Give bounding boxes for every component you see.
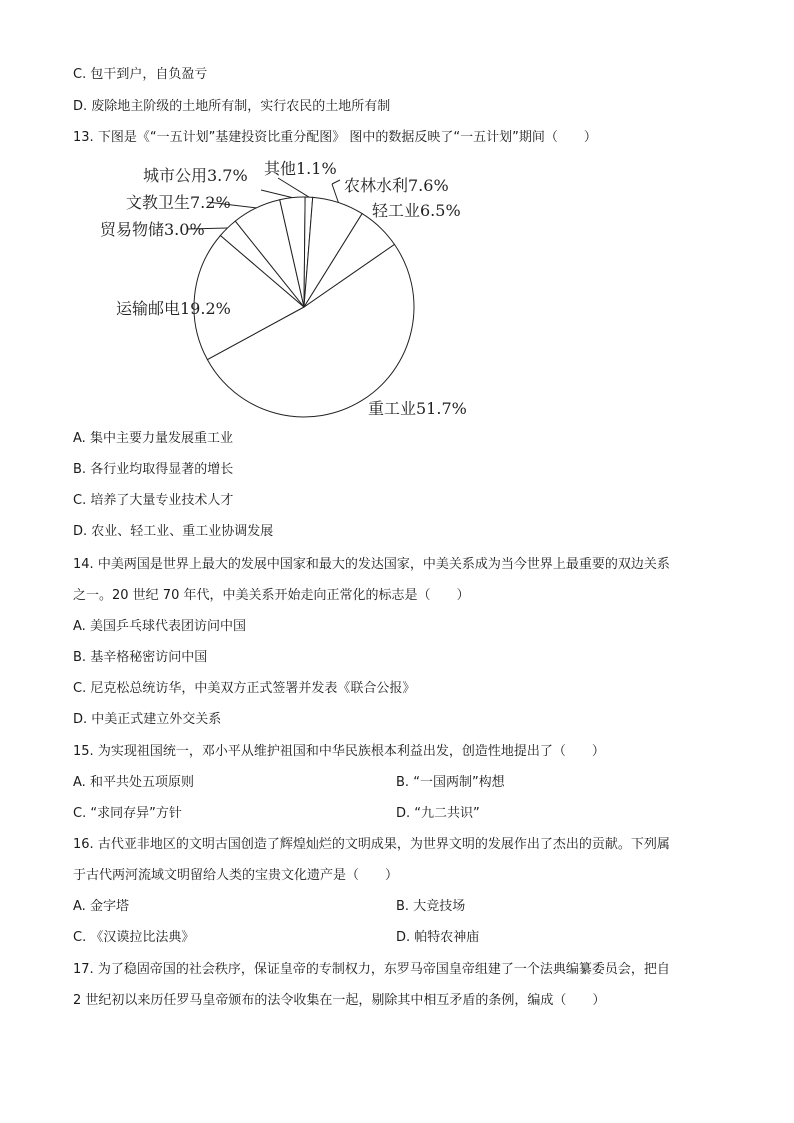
question-number: 13.: [73, 130, 94, 145]
option-letter: B.: [396, 775, 410, 790]
pie-label-7: 轻工业6.5%: [372, 201, 461, 220]
option-text: 包干到户，自负盈亏: [90, 67, 208, 82]
question-text: 为了稳固帝国的社会秩序，保证皇帝的专制权力，东罗马帝国皇帝组建了一个法典编纂委员会，把自: [97, 962, 670, 977]
pie-label-2: 贸易物储3.0%: [100, 220, 205, 239]
question-text: 古代亚非地区的文明古国创造了辉煌灿烂的文明成果，为世界文明的发展作出了杰出的贡献。下列属: [97, 837, 670, 852]
option-text: 培养了大量专业技术人才: [90, 493, 234, 508]
q14-option-c: [73, 680, 415, 698]
pie-label-4: 城市公用3.7%: [143, 166, 248, 185]
option-letter: D.: [396, 930, 411, 945]
q12-option-d: [73, 98, 390, 116]
option-text: 和平共处五项原则: [89, 775, 194, 790]
q13-stem: [73, 129, 597, 147]
question-text: 下图是《“一五计划”基建投资比重分配图》 图中的数据反映了“一五计划”期间（ ）: [97, 130, 597, 145]
option-letter: B.: [73, 650, 87, 665]
question-text: 于古代两河流域文明留给人类的宝贵文化遗产是（ ）: [73, 868, 399, 883]
q16-option-b: [396, 898, 465, 916]
option-text: “九二共识”: [414, 806, 480, 821]
option-text: 中美正式建立外交关系: [91, 712, 222, 727]
option-text: “求同存异”方针: [90, 806, 182, 821]
q15-stem: [73, 743, 605, 761]
pie-label-3: 文教卫生7.2%: [126, 193, 231, 212]
option-text: 美国乒乓球代表团访问中国: [89, 619, 246, 634]
option-text: 大竞技场: [413, 899, 466, 914]
option-text: 基辛格秘密访问中国: [90, 650, 208, 665]
q16-option-d: [396, 929, 479, 947]
question-number: 17.: [73, 962, 94, 977]
q14-stem-line2: [73, 587, 469, 605]
q15-option-c: [73, 805, 182, 823]
pie-label-6: 农林水利7.6%: [344, 176, 449, 195]
pie-leader-line-5: [278, 178, 309, 197]
q13-option-d: [73, 523, 273, 541]
option-text: 集中主要力量发展重工业: [89, 431, 233, 446]
q16-stem-line2: [73, 867, 398, 885]
option-text: 帕特农神庙: [414, 930, 480, 945]
q14-option-d: [73, 711, 221, 729]
pie-svg: [100, 150, 500, 430]
option-letter: A.: [73, 431, 86, 446]
pie-label-5: 其他1.1%: [264, 159, 337, 178]
q15-option-d: [396, 805, 480, 823]
option-letter: D.: [396, 806, 411, 821]
pie-leader-tick: [332, 180, 340, 184]
option-text: 各行业均取得显著的增长: [90, 462, 234, 477]
q16-option-a: [73, 898, 129, 916]
question-number: 16.: [73, 837, 94, 852]
q14-option-b: [73, 649, 207, 667]
investment-pie-chart: [100, 150, 500, 430]
question-text: 之一。20 世纪 70 年代，中美关系开始走向正常化的标志是（ ）: [73, 588, 470, 603]
question-text: 2 世纪初以来历任罗马皇帝颁布的法令收集在一起，剔除其中相互矛盾的条例，编成（ ）: [73, 993, 606, 1008]
option-letter: C.: [73, 930, 87, 945]
option-text: 金字塔: [89, 899, 129, 914]
option-letter: B.: [396, 899, 410, 914]
option-letter: D.: [73, 524, 88, 539]
option-text: 尼克松总统访华，中美双方正式签署并发表《联合公报》: [90, 681, 416, 696]
q15-option-b: [396, 774, 505, 792]
q12-option-c: [73, 66, 207, 84]
option-letter: C.: [73, 67, 87, 82]
option-text: 废除地主阶级的土地所有制，实行农民的土地所有制: [91, 99, 391, 114]
q17-stem-line1: [73, 961, 670, 979]
option-letter: D.: [73, 99, 88, 114]
option-letter: C.: [73, 681, 87, 696]
q13-option-a: [73, 430, 233, 448]
q14-option-a: [73, 618, 246, 636]
q16-option-c: [73, 929, 194, 947]
option-text: 农业、轻工业、重工业协调发展: [91, 524, 274, 539]
question-text: 中美两国是世界上最大的发展中国家和最大的发达国家，中美关系成为当今世界上最重要的双边关系: [97, 557, 670, 572]
q15-option-a: [73, 774, 194, 792]
option-letter: C.: [73, 493, 87, 508]
question-text: 为实现祖国统一，邓小平从维护祖国和中华民族根本利益出发，创造性地提出了（ ）: [97, 744, 605, 759]
q14-stem-line1: [73, 556, 670, 574]
q13-option-c: [73, 492, 233, 510]
pie-leader-line-6: [332, 184, 338, 203]
q17-stem-line2: [73, 992, 605, 1010]
pie-label-1: 运输邮电19.2%: [116, 299, 231, 318]
pie-label-0: 重工业51.7%: [368, 399, 467, 418]
question-number: 15.: [73, 744, 94, 759]
question-number: 14.: [73, 557, 94, 572]
option-text: “一国两制”构想: [413, 775, 505, 790]
option-letter: A.: [73, 899, 86, 914]
option-letter: B.: [73, 462, 87, 477]
pie-leader-line-4: [261, 190, 292, 198]
q13-option-b: [73, 461, 233, 479]
option-letter: A.: [73, 619, 86, 634]
option-text: 《汉谟拉比法典》: [90, 930, 195, 945]
q16-stem-line1: [73, 836, 670, 854]
option-letter: D.: [73, 712, 88, 727]
option-letter: C.: [73, 806, 87, 821]
option-letter: A.: [73, 775, 86, 790]
